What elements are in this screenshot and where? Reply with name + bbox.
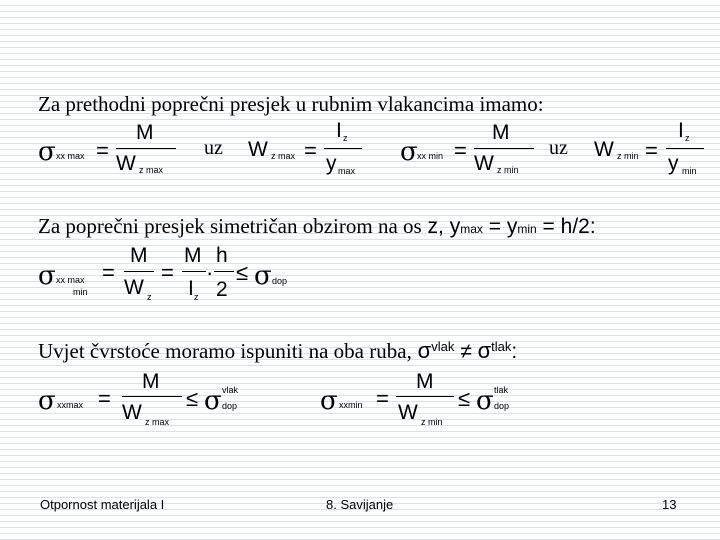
equals-sign: =	[376, 386, 389, 411]
subscript: min	[73, 287, 88, 297]
fraction-line	[396, 396, 454, 397]
sigma-symbol: σ	[476, 386, 494, 416]
equals-sign: =	[304, 138, 317, 163]
subscript: max	[460, 222, 483, 236]
numerator: M	[492, 121, 510, 144]
subscript: max	[338, 166, 356, 176]
subscript: z	[147, 292, 152, 302]
numerator: I	[678, 119, 684, 142]
fraction-line	[124, 271, 154, 272]
sigma-symbol: σ	[38, 137, 56, 167]
subscript: z	[685, 133, 690, 143]
subscript: min	[682, 166, 697, 176]
equals-sign: =	[98, 386, 111, 411]
numerator: M	[416, 370, 434, 393]
superscript: tlak	[494, 385, 509, 395]
equals-sign: =	[102, 260, 115, 285]
section-modulus: W	[594, 138, 614, 161]
subscript: z min	[421, 417, 443, 427]
sigma-symbol: σ	[254, 261, 272, 291]
page-number: 13	[662, 497, 677, 512]
numerator: M	[136, 121, 154, 144]
denominator: W	[474, 152, 494, 175]
fraction-line	[122, 396, 182, 397]
subscript: z	[343, 133, 348, 143]
denominator: W	[122, 401, 142, 424]
leq-sign: ≤	[458, 386, 471, 411]
subscript: z min	[497, 165, 519, 175]
intro-line-3-text: Uvjet čvrstoće moramo ispuniti na oba ruba,	[38, 339, 412, 363]
sigma-symbol: σ	[417, 338, 432, 363]
subscript: z max	[271, 151, 296, 161]
half-height: = h/2:	[542, 215, 596, 238]
sigma-symbol: σ	[320, 386, 338, 416]
fraction-line	[214, 271, 234, 272]
subscript: dop	[222, 401, 238, 411]
subscript: z max	[145, 417, 170, 427]
fraction-line	[182, 271, 206, 272]
subscript: dop	[494, 401, 510, 411]
denominator: W	[116, 152, 136, 175]
uz-word: uz	[204, 137, 223, 159]
fraction-line	[666, 148, 704, 149]
intro-line-1: Za prethodni poprečni presjek u rubnim vlakancima imamo:	[38, 92, 544, 116]
uz-word: uz	[549, 137, 568, 159]
fraction-line	[324, 148, 362, 149]
y-symbol: y	[506, 215, 518, 238]
denominator: I	[188, 277, 194, 300]
denominator: 2	[216, 278, 228, 301]
sigma-symbol: σ	[204, 386, 222, 416]
footer-chapter: 8. Savijanje	[326, 497, 394, 512]
numerator: M	[184, 244, 202, 267]
subscript: xxmax	[57, 400, 84, 410]
equals-sign: =	[96, 138, 109, 163]
subscript: min	[517, 222, 537, 236]
sigma-symbol: σ	[38, 261, 56, 291]
sigma-symbol: σ	[477, 338, 492, 363]
y-symbol: y	[449, 215, 461, 238]
denominator: W	[398, 401, 418, 424]
fraction-line	[474, 148, 534, 149]
numerator: M	[142, 370, 160, 393]
superscript: vlak	[222, 385, 239, 395]
subscript: z max	[139, 165, 164, 175]
superscript: tlak	[491, 339, 512, 354]
intro-line-2	[38, 214, 596, 239]
dot-operator: ·	[206, 260, 214, 285]
equals-sign: =	[488, 215, 502, 238]
equals-sign: =	[161, 260, 174, 285]
colon: :	[511, 340, 518, 363]
equals-sign: =	[454, 138, 467, 163]
numerator: I	[336, 119, 342, 142]
sigma-symbol: σ	[400, 137, 418, 167]
section-modulus: W	[248, 138, 268, 161]
sigma-symbol: σ	[38, 386, 56, 416]
subscript: z	[194, 292, 199, 302]
subscript: dop	[272, 276, 288, 286]
denominator: W	[124, 276, 144, 299]
subscript: xx max	[56, 151, 85, 161]
fraction-line	[116, 148, 176, 149]
equals-sign: =	[645, 138, 658, 163]
superscript: vlak	[431, 339, 455, 354]
subscript: xx max	[56, 275, 85, 285]
not-equal-sign: ≠	[460, 340, 472, 363]
intro-line-2-text: Za poprečni presjek simetričan obzirom na os	[38, 214, 422, 238]
subscript: xxmin	[339, 400, 363, 410]
leq-sign: ≤	[236, 260, 249, 285]
leq-sign: ≤	[186, 386, 199, 411]
intro-line-3	[38, 338, 517, 364]
footer-course-title: Otpornost materijala I	[40, 497, 165, 512]
denominator: y	[668, 152, 679, 175]
subscript: xx min	[417, 151, 444, 161]
denominator: y	[326, 152, 337, 175]
axis-z: z,	[427, 215, 444, 238]
numerator: h	[216, 244, 228, 267]
numerator: M	[130, 244, 148, 267]
subscript: z min	[617, 151, 639, 161]
